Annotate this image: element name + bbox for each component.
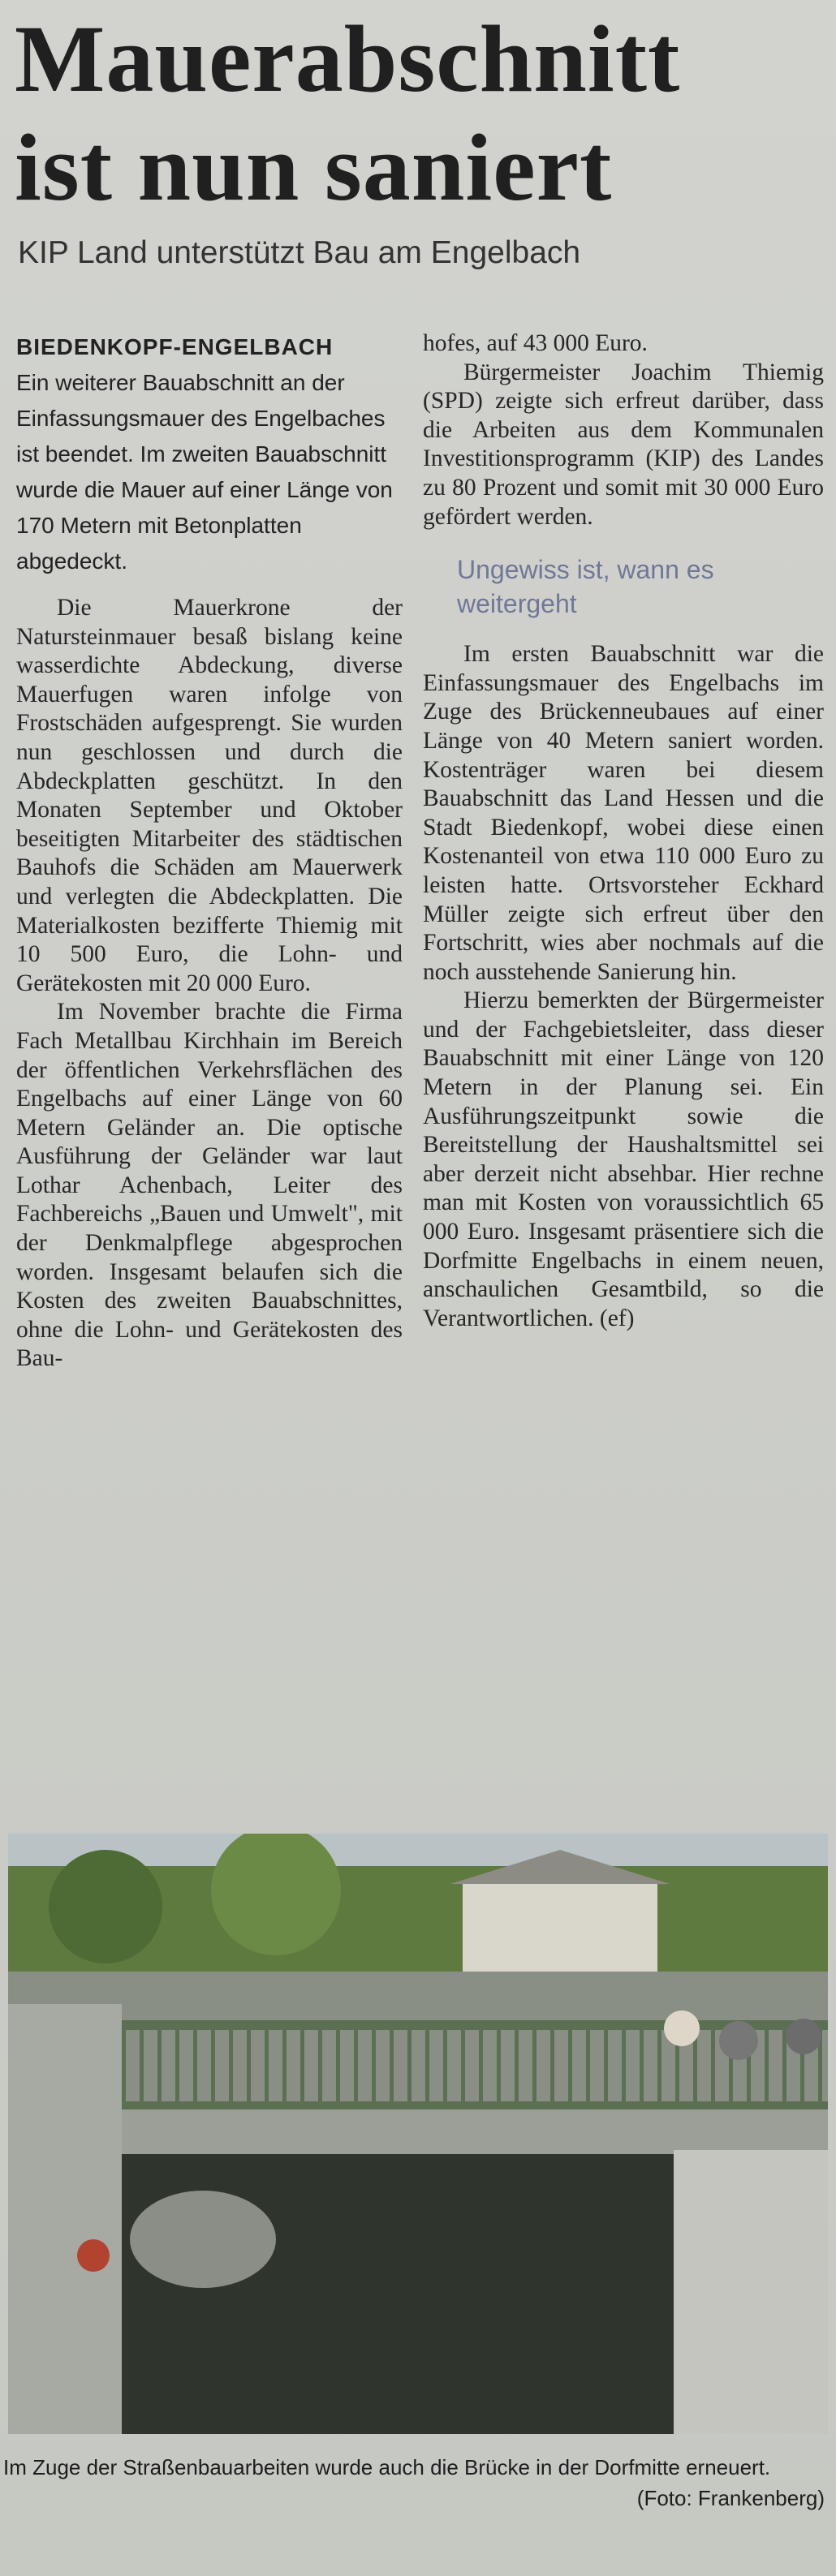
body-paragraph: Im ersten Bauabschnitt war die Einfassungsmauer des Engelbachs im Zuge des Brückenneubaues auf einer Länge von 40 Metern saniert worden. Kostenträger waren bei diesem Bauabschnitt das Land Hessen und die Stadt Biedenkopf, wobei diese einen Kostenanteil von etwa 110 000 Euro zu leisten hatte. Ortsvorsteher Eckhard Müller zeigte sich erfreut über den Fortschritt, wies aber nochmals auf die noch ausstehende Sanierung hin. (423, 641, 824, 985)
water-reflection (130, 2191, 276, 2288)
railing-bar (586, 2025, 590, 2105)
railing-bar (211, 2025, 215, 2105)
interheadline: Ungewiss ist, wann es weitergeht (457, 555, 714, 619)
railing-bar (604, 2025, 608, 2105)
person-on-bridge (786, 2019, 821, 2054)
photo-credit: (Foto: Frankenberg) (636, 2486, 825, 2510)
left-column (16, 329, 403, 1374)
person-on-bridge (664, 2010, 700, 2046)
railing-bar (265, 2025, 269, 2105)
railing-bar (229, 2025, 233, 2105)
railing-bar (532, 2025, 537, 2105)
railing-bar (497, 2025, 501, 2105)
house (463, 1882, 657, 1972)
railing-bar (247, 2025, 251, 2105)
railing-bar (390, 2025, 394, 2105)
railing-bar (354, 2025, 358, 2105)
body-paragraph: Im November brachte die Firma Fach Metallbau Kirchhain im Bereich der öffentlichen Verkehrsflächen des Engelbachs auf einer Länge von 60 Metern Geländer an. Die optische Ausführung der Geländer war laut Lothar Achenbach, Leiter des Fachbereichs „Bauen und Umwelt", mit der Denkmalpflege abgesprochen worden. Insgesamt belaufen sich die Kosten des zweiten Bauabschnittes, ohne die Lohn- und Gerätekosten des Bau- (16, 999, 403, 1372)
railing-bar (443, 2025, 447, 2105)
tree-canopy (49, 1850, 162, 1963)
body-paragraph: Die Mauerkrone der Natursteinmauer besaß bislang keine wasserdichte Abdeckung, diverse Mauerfugen waren infolge von Frostschäden aufgesprengt. Sie wurden nun geschlossen und durch die Abdeckplatten geschützt. In den Monaten September und Oktober beseitigten Mitarbeiter des städtischen Bauhofs die Schäden am Mauerwerk und verlegten die Abdeckplatten. Die Materialkosten bezifferte Thiemig mit 10 500 Euro, die Lohn- und Gerätekosten mit 20 000 Euro. (16, 595, 403, 996)
railing-bar (140, 2025, 144, 2105)
bridge-photo (8, 1834, 828, 2434)
headline (15, 5, 826, 222)
person-on-bridge (719, 2021, 758, 2060)
railing-bar (425, 2025, 429, 2105)
railing-bar (300, 2025, 304, 2105)
railing-bar (282, 2025, 287, 2105)
railing-bar (461, 2025, 465, 2105)
railing-bar (568, 2025, 572, 2105)
railing-bar (336, 2025, 340, 2105)
person-in-creek (77, 2239, 110, 2272)
right-column (423, 329, 824, 1333)
railing-bar (122, 2025, 126, 2105)
lede (16, 329, 403, 579)
railing-bar (765, 2025, 769, 2105)
railing-bar (157, 2025, 162, 2105)
lede-text: Ein weiterer Bauabschnitt an der Einfassungsmauer des Engelbaches ist beendet. Im zweiten Bauabschnitt wurde die Mauer auf einer Länge von 170 Metern mit Betonplatten abgedeckt. (16, 370, 393, 574)
railing-bar (515, 2025, 519, 2105)
railing-bar (318, 2025, 322, 2105)
body-paragraph: Bürgermeister Joachim Thiemig (SPD) zeigte sich erfreut darüber, dass die Arbeiten aus dem Kommunalen Investitionsprogramm (KIP) des Landes zu 80 Prozent und somit mit 30 000 Euro gefördert werden. (423, 359, 824, 530)
subheadline: KIP Land unterstützt Bau am Engelbach (18, 235, 581, 270)
body-paragraph: hofes, auf 43 000 Euro. (423, 330, 648, 356)
railing-bar (175, 2025, 179, 2105)
headline-line-2: ist nun saniert (15, 114, 613, 221)
railing-bar (711, 2025, 715, 2105)
right-wall (674, 2150, 828, 2434)
railing-bar (657, 2025, 661, 2105)
railing-bar (479, 2025, 483, 2105)
railing-bar (193, 2025, 197, 2105)
railing-bar (640, 2025, 644, 2105)
railing-bar (622, 2025, 626, 2105)
railing-bar (407, 2025, 412, 2105)
body-paragraph: Hierzu bemerkten der Bürgermeister und der Fachgebietsleiter, dass dieser Bauabschnitt mit einer Länge von 120 Metern in der Planung sei. Ein Ausführungszeitpunkt sowie die Bereitstellung der Haushaltsmittel sei aber derzeit nicht absehbar. Hier rechne man mit Kosten von voraussichtlich 65 000 Euro. Insgesamt präsentiere sich die Dorfmitte Engelbachs in einem neuen, anschaulichen Gesamtbild, so die Verantwortlichen. (ef) (423, 987, 824, 1331)
photo-caption: Im Zuge der Straßenbauarbeiten wurde auch die Brücke in der Dorfmitte erneuert. (3, 2455, 771, 2479)
railing-bar (372, 2025, 376, 2105)
railing-bar (550, 2025, 554, 2105)
dateline: BIEDENKOPF-ENGELBACH (16, 334, 334, 359)
headline-line-1: Mauerabschnitt (15, 6, 681, 112)
left-wall (8, 2004, 122, 2434)
